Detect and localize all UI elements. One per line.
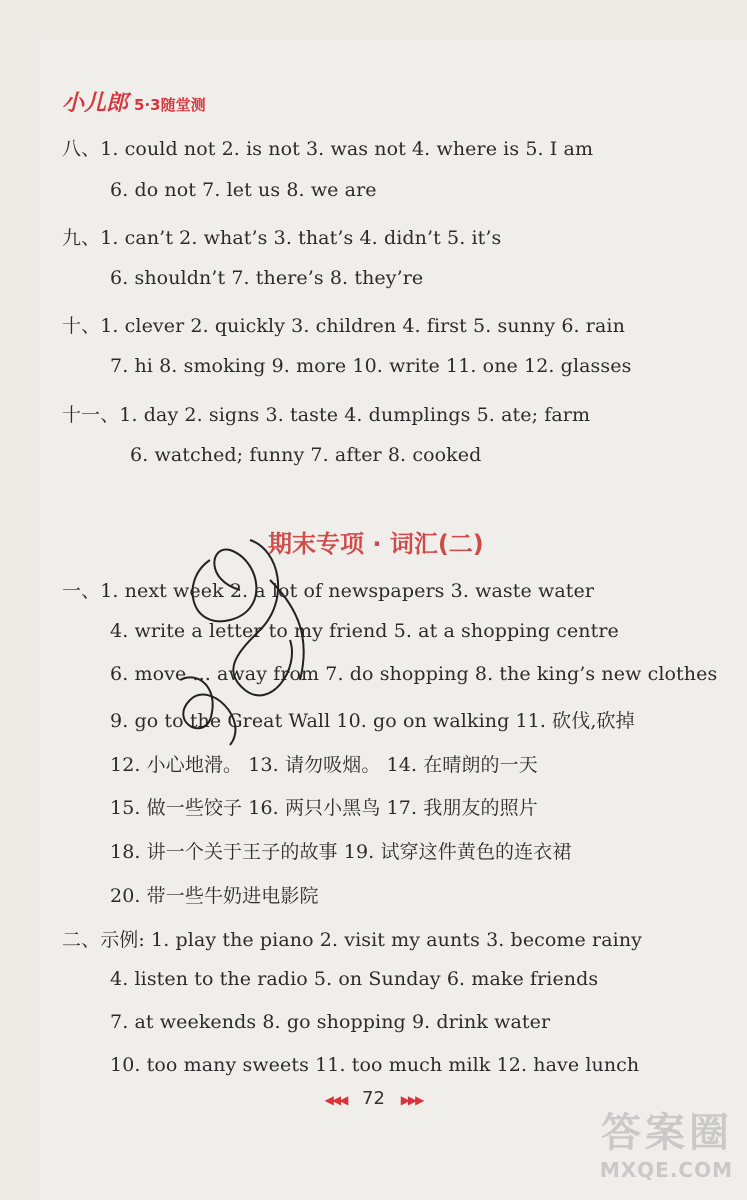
answer-line: 6. shouldn’t 7. there’s 8. they’re	[110, 267, 424, 289]
answer-line: 20. 带一些牛奶进电影院	[110, 885, 319, 907]
answer-line: 7. hi 8. smoking 9. more 10. write 11. one 12. glasses	[110, 355, 632, 377]
answer-line: 4. write a letter to my friend 5. at a shopping centre	[110, 620, 619, 642]
watermark-logo: 答案圈	[601, 1110, 733, 1156]
answer-line: 9. go to the Great Wall 10. go on walking 11. 砍伐,砍掉	[110, 710, 635, 732]
answer-line: 二、示例: 1. play the piano 2. visit my aunts 3. become rainy	[62, 929, 642, 951]
answer-line: 12. 小心地滑。 13. 请勿吸烟。 14. 在晴朗的一天	[110, 754, 538, 776]
answer-line: 6. do not 7. let us 8. we are	[110, 179, 377, 201]
section-title: 期末专项 · 词汇(二)	[268, 530, 484, 558]
answer-line: 4. listen to the radio 5. on Sunday 6. make friends	[110, 968, 599, 990]
answer-line: 一、1. next week 2. a lot of newspapers 3. waste water	[62, 580, 595, 602]
series-label: 5·3随堂测	[134, 96, 206, 114]
left-arrows-icon: ◀◀◀	[324, 1093, 347, 1107]
answer-line: 18. 讲一个关于王子的故事 19. 试穿这件黄色的连衣裙	[110, 841, 572, 863]
watermark-url: MXQE.COM	[599, 1158, 733, 1182]
answer-line: 6. watched; funny 7. after 8. cooked	[130, 444, 482, 466]
header	[62, 86, 206, 117]
answer-line: 7. at weekends 8. go shopping 9. drink water	[110, 1011, 551, 1033]
answer-line: 15. 做一些饺子 16. 两只小黑鸟 17. 我朋友的照片	[110, 797, 538, 819]
brand-logo: 小儿郎	[62, 91, 129, 116]
page-number: 72	[362, 1088, 385, 1109]
watermark	[600, 1101, 733, 1182]
answer-line: 九、1. can’t 2. what’s 3. that’s 4. didn’t 5. it’s	[62, 227, 502, 249]
answer-line: 十、1. clever 2. quickly 3. children 4. first 5. sunny 6. rain	[62, 315, 625, 337]
right-arrows-icon: ▶▶▶	[400, 1093, 423, 1107]
answer-line: 八、1. could not 2. is not 3. was not 4. where is 5. I am	[62, 138, 594, 160]
answer-line: 十一、1. day 2. signs 3. taste 4. dumplings 5. ate; farm	[62, 404, 591, 426]
answer-line: 6. move ... away from 7. do shopping 8. the king’s new clothes	[110, 663, 718, 685]
answer-line: 10. too many sweets 11. too much milk 12. have lunch	[110, 1054, 640, 1076]
